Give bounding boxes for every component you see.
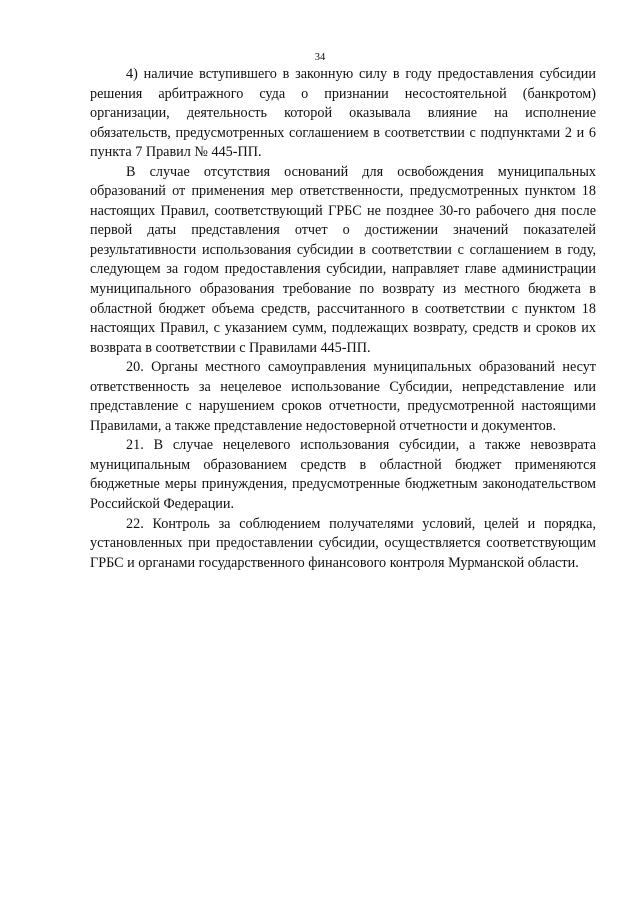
paragraph-22-control: 22. Контроль за соблюдением получателями условий, целей и порядка, установленных при предоставлении субсидии, осуществляется соответствующим ГРБС и органами государственного финансового контроля Мурманской области.: [90, 515, 596, 571]
document-body: [90, 65, 596, 573]
paragraph-20-responsibility: 20. Органы местного самоуправления муниципальных образований несут ответственность за нецелевое использование Субсидии, непредставление или представление с нарушением сроков отчетности, предусмотренной настоящими Правилами, а также представление недостоверной отчетности и документов.: [90, 359, 596, 434]
paragraph-21-misuse: 21. В случае нецелевого использования субсидии, а также невозврата муниципальным образованием средств в областной бюджет применяются бюджетные меры принуждения, предусмотренные бюджетным законодательством Российской Федерации.: [90, 437, 596, 513]
page-number: 34: [314, 52, 326, 63]
paragraph-refund-requirement: В случае отсутствия оснований для освобождения муниципальных образований от применения мер ответственности, предусмотренных пунктом 18 настоящих Правил, соответствующий ГРБС не позднее 30-го рабочего дня после первой даты представления отчет о достижении значений показателей результативности использования субсидии в соответствии с соглашением в году, следующем за годом предоставления субсидии, направляет главе администрации муниципального образования требование по возврату из местного бюджета в областной бюджет объема средств, рассчитанного в соответствии с пунктом 18 настоящих Правил, с указанием сумм, подлежащих возврату, средств и сроков их возврата в соответствии с Правилами 445-ПП.: [90, 163, 596, 356]
paragraph-item-4-bankruptcy: 4) наличие вступившего в законную силу в году предоставления субсидии решения арбитражного суда о признании несостоятельной (банкротом) организации, деятельность которой оказывала влияние на исполнение обязательств, предусмотренных соглашением в соответствии с подпунктами 2 и 6 пункта 7 Правил № 445-ПП.: [90, 66, 596, 161]
